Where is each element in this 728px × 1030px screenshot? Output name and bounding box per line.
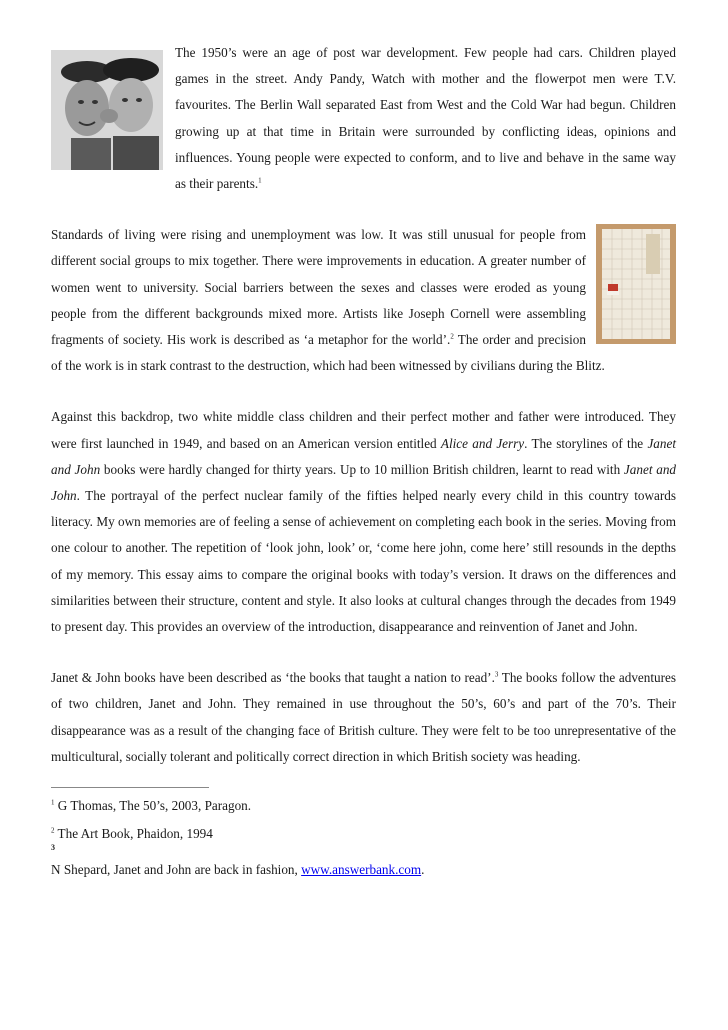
soldiers-photo [51,50,163,170]
paragraph-3-text-a: Against this backdrop, two white middle class children and their perfect mother and father were introduced. They were first launched in 1949, and based on an American version entitled [51,409,676,451]
paragraph-3-text-b: . The storylines of the [524,435,648,451]
footnote-1 [51,797,676,815]
paragraph-2 [51,222,676,379]
document-page [51,40,676,879]
book-title-janet-and-john: Janet and John [51,435,676,477]
footnote-2 [51,825,676,843]
footnote-ref-1: 1 [258,176,262,185]
cornell-box-artwork [596,224,676,344]
answerbank-link[interactable]: www.answerbank.com [301,862,422,878]
paragraph-4-text-a: Janet & John books have been described as ‘the books that taught a nation to read’. [51,670,495,686]
footnote-separator [51,787,209,788]
paragraph-3-text-d: . The portrayal of the perfect nuclear family of the fifties helped nearly every child in this country towards literacy. My own memories are of feeling a sense of achievement on completing each book in the series. Moving from one colour to another. The repetition of ‘look john, look’ or, ‘come here john, come here’ still resounds in the depths of my memory. This essay aims to compare the original books with today’s version. It draws on the differences and similarities between their structure, content and style. It also looks at cultural changes through the decades from 1949 to present day. This provides an overview of the introduction, disappearance and reinvention of Janet and John. [51,488,676,635]
footnote-ref-3: 3 [494,670,499,679]
paragraph-3-text-c: books were hardly changed for thirty years. Up to 10 million British children, learnt to read with [100,461,624,477]
footnote-1-text: G Thomas, The 50’s, 2003, Paragon. [54,798,252,814]
footnote-2-number: 2 [51,826,55,835]
book-title-janet-and-john-2: Janet and John [51,461,677,504]
paragraph-2-text: Standards of living were rising and unemployment was low. It was still unusual for people from different social groups to mix together. There were improvements in education. A greater number of women went to university. Social barriers between the sexes and classes were eroded as young people from the different backgrounds mixed more. Artists like Joseph Cornell were assembling fragments of society. His work is described as ‘a metaphor for the world’. [51,227,586,348]
footnote-1-number: 1 [51,798,55,807]
footnote-2-text: The Art Book, Phaidon, 1994 [54,826,213,842]
footnote-ref-2: 2 [450,332,454,341]
paragraph-2-text-end: The order and precision of the work is in stark contrast to the destruction, which had been witnessed by civilians during the Blitz. [51,332,605,374]
footnote-3 [51,861,676,879]
book-title-alice-and-jerry: Alice and Jerry [440,435,525,451]
paragraph-4-text-b: The books follow the adventures of two children, Janet and John. They remained in use throughout the 50’s, 60’s and part of the 70’s. Their disappearance was as a result of the changing face of British culture. They were felt to be too unrepresentative of the multicultural, socially tolerant and politically correct direction in which British society was heading. [51,670,677,764]
paragraph-4 [51,665,676,770]
paragraph-3 [51,404,676,640]
footnote-3-text: N Shepard, Janet and John are back in fashion, [51,862,302,878]
footnote-3-number: 3 [51,843,55,853]
paragraph-1-text: The 1950’s were an age of post war development. Few people had cars. Children played games in the street. Andy Pandy, Watch with mother and the flowerpot men were T.V. favourites. The Berlin Wall separated East from West and the Cold War had begun. Children growing up at that time in Britain were surrounded by conflicting ideas, opinions and influences. Young people were expected to conform, and to live and behave in the same way as their parents. [175,45,676,192]
footnote-3-end: . [421,862,425,878]
